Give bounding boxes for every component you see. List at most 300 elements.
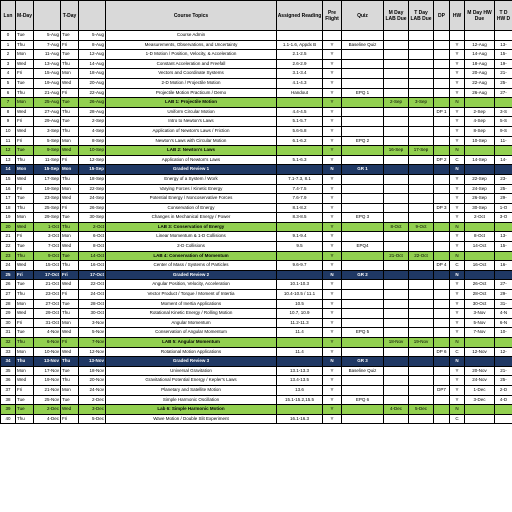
cell-topic: Potential Energy / Noncoservative Forces bbox=[106, 194, 277, 204]
cell-t-date: 10-Sep bbox=[79, 146, 106, 156]
cell-topic: Varying Forces / Kinetic Energy bbox=[106, 184, 277, 194]
cell-m-day: Mon bbox=[16, 50, 34, 60]
cell-m-day: Mon bbox=[16, 366, 34, 376]
cell-hw: N bbox=[450, 251, 465, 261]
cell-t-day: Thu bbox=[61, 309, 79, 319]
cell-t-hw-due: 29- bbox=[495, 290, 512, 300]
cell-dp bbox=[434, 40, 450, 50]
cell-m-day: Thu bbox=[16, 155, 34, 165]
cell-quiz bbox=[342, 405, 384, 415]
header-row bbox=[1, 1, 512, 31]
cell-t-day: Mon bbox=[61, 69, 79, 79]
cell-m-hw-due bbox=[465, 165, 495, 175]
cell-reading: 9.5 bbox=[277, 242, 323, 252]
cell-t-hw-due: 9-S bbox=[495, 126, 512, 136]
cell-m-date: 19-Sep bbox=[34, 184, 61, 194]
cell-lsn: 16 bbox=[1, 184, 16, 194]
cell-quiz bbox=[342, 232, 384, 242]
header-m-day-lab-due: M Day LAB Due bbox=[384, 1, 409, 31]
cell-hw: Y bbox=[450, 59, 465, 69]
cell-m-lab-due bbox=[384, 328, 409, 338]
cell-m-day: Wed bbox=[16, 261, 34, 271]
cell-reading bbox=[277, 31, 323, 41]
cell-m-date: 17-Oct bbox=[34, 270, 61, 280]
cell-t-day: Fri bbox=[61, 414, 79, 424]
cell-t-day: Wed bbox=[61, 328, 79, 338]
table-row bbox=[1, 328, 512, 338]
cell-m-day: Fri bbox=[16, 184, 34, 194]
cell-topic: 2-D Collisions bbox=[106, 242, 277, 252]
cell-t-lab-due bbox=[409, 213, 434, 223]
cell-dp bbox=[434, 165, 450, 175]
cell-m-day: Thu bbox=[16, 357, 34, 367]
cell-t-hw-due: 4-D bbox=[495, 395, 512, 405]
cell-dp bbox=[434, 31, 450, 41]
cell-m-lab-due bbox=[384, 299, 409, 309]
table-row bbox=[1, 385, 512, 395]
cell-lsn: 31 bbox=[1, 328, 16, 338]
cell-lsn: 28 bbox=[1, 299, 16, 309]
cell-t-lab-due bbox=[409, 78, 434, 88]
cell-quiz bbox=[342, 251, 384, 261]
cell-t-hw-due bbox=[495, 222, 512, 232]
cell-m-day: Fri bbox=[16, 117, 34, 127]
cell-quiz: EPQ 3 bbox=[342, 213, 384, 223]
cell-t-date: 26-Aug bbox=[79, 98, 106, 108]
cell-m-date: 2-Dec bbox=[34, 405, 61, 415]
cell-m-day: Thu bbox=[16, 251, 34, 261]
cell-lsn: 36 bbox=[1, 376, 16, 386]
cell-quiz bbox=[342, 261, 384, 271]
cell-m-hw-due: 12-Aug bbox=[465, 40, 495, 50]
cell-dp bbox=[434, 357, 450, 367]
cell-reading: 15.1-15.2,15.5 bbox=[277, 395, 323, 405]
cell-m-day: Thu bbox=[16, 88, 34, 98]
cell-topic: Planetary and Satellite Motion bbox=[106, 385, 277, 395]
cell-t-hw-due bbox=[495, 338, 512, 348]
header-m-day-date bbox=[34, 1, 61, 31]
cell-dp bbox=[434, 117, 450, 127]
cell-m-lab-due: 18-Nov bbox=[384, 338, 409, 348]
cell-t-hw-due: 13- bbox=[495, 40, 512, 50]
cell-t-date: 30-Oct bbox=[79, 309, 106, 319]
cell-quiz bbox=[342, 318, 384, 328]
cell-topic: Projectile Motion Practicum / Demo bbox=[106, 88, 277, 98]
cell-m-date: 4-Nov bbox=[34, 328, 61, 338]
cell-t-lab-due: 19-Nov bbox=[409, 338, 434, 348]
cell-lsn: 24 bbox=[1, 261, 16, 271]
cell-quiz bbox=[342, 146, 384, 156]
cell-t-lab-due bbox=[409, 242, 434, 252]
cell-m-lab-due bbox=[384, 194, 409, 204]
cell-t-day: Mon bbox=[61, 165, 79, 175]
cell-m-hw-due: 26-Aug bbox=[465, 88, 495, 98]
cell-m-hw-due: 24-Sep bbox=[465, 184, 495, 194]
cell-preflight: Y bbox=[323, 405, 342, 415]
cell-topic: Application of Newton's Laws / Friction bbox=[106, 126, 277, 136]
cell-m-day: Mon bbox=[16, 299, 34, 309]
cell-reading: 2.1-2.5 bbox=[277, 50, 323, 60]
cell-dp bbox=[434, 146, 450, 156]
cell-reading: 8.3-8.5 bbox=[277, 213, 323, 223]
cell-reading: 13.4-13.5 bbox=[277, 376, 323, 386]
cell-t-day: Fri bbox=[61, 290, 79, 300]
cell-quiz: EPQ 2 bbox=[342, 136, 384, 146]
cell-reading bbox=[277, 222, 323, 232]
cell-reading: 11.4 bbox=[277, 328, 323, 338]
cell-topic: Measurements, Observations, and Uncertainty bbox=[106, 40, 277, 50]
cell-m-hw-due: 10-Sep bbox=[465, 136, 495, 146]
header-t-day-hw-due: T D HW D bbox=[495, 1, 512, 31]
cell-t-day: Thu bbox=[61, 174, 79, 184]
table-header bbox=[1, 1, 512, 31]
cell-m-day: Mon bbox=[16, 347, 34, 357]
cell-preflight: Y bbox=[323, 318, 342, 328]
cell-m-date: 5-Aug bbox=[34, 31, 61, 41]
cell-m-day: Fri bbox=[16, 232, 34, 242]
cell-reading: 5.6-5.8 bbox=[277, 126, 323, 136]
cell-t-hw-due bbox=[495, 270, 512, 280]
cell-t-date: 4-Sep bbox=[79, 126, 106, 136]
cell-hw: N bbox=[450, 146, 465, 156]
cell-t-date: 2-Oct bbox=[79, 222, 106, 232]
cell-quiz: Baseline Quiz bbox=[342, 40, 384, 50]
cell-reading: Handout bbox=[277, 88, 323, 98]
cell-hw: Y bbox=[450, 280, 465, 290]
cell-preflight: Y bbox=[323, 69, 342, 79]
table-row bbox=[1, 376, 512, 386]
cell-t-lab-due: 17-Sep bbox=[409, 146, 434, 156]
cell-m-day: Fri bbox=[16, 270, 34, 280]
cell-hw: C bbox=[450, 261, 465, 271]
cell-preflight: Y bbox=[323, 146, 342, 156]
cell-t-hw-due: 21- bbox=[495, 366, 512, 376]
cell-quiz bbox=[342, 338, 384, 348]
cell-t-lab-due bbox=[409, 414, 434, 424]
header-m-day-hw-due: M Day HW Due bbox=[465, 1, 495, 31]
cell-m-date: 25-Nov bbox=[34, 395, 61, 405]
cell-t-date: 24-Sep bbox=[79, 194, 106, 204]
cell-quiz bbox=[342, 290, 384, 300]
cell-t-date: 12-Sep bbox=[79, 155, 106, 165]
cell-quiz bbox=[342, 98, 384, 108]
cell-reading bbox=[277, 165, 323, 175]
cell-preflight: Y bbox=[323, 395, 342, 405]
cell-m-day: Tue bbox=[16, 280, 34, 290]
cell-t-lab-due bbox=[409, 117, 434, 127]
cell-preflight: N bbox=[323, 270, 342, 280]
header-hw: HW bbox=[450, 1, 465, 31]
table-row bbox=[1, 59, 512, 69]
cell-m-hw-due: 28-Oct bbox=[465, 290, 495, 300]
cell-t-date: 5-Dec bbox=[79, 414, 106, 424]
cell-t-hw-due: 29- bbox=[495, 194, 512, 204]
cell-m-hw-due: 8-Sep bbox=[465, 126, 495, 136]
cell-t-day: Wed bbox=[61, 194, 79, 204]
cell-topic: LAB 2: Newton's Laws bbox=[106, 146, 277, 156]
cell-t-hw-due: 27- bbox=[495, 88, 512, 98]
cell-dp bbox=[434, 328, 450, 338]
cell-quiz: EPQ 5 bbox=[342, 328, 384, 338]
cell-dp bbox=[434, 251, 450, 261]
cell-preflight: Y bbox=[323, 366, 342, 376]
cell-t-lab-due bbox=[409, 366, 434, 376]
cell-m-lab-due bbox=[384, 155, 409, 165]
cell-preflight: Y bbox=[323, 50, 342, 60]
cell-lsn: 18 bbox=[1, 203, 16, 213]
cell-dp bbox=[434, 338, 450, 348]
cell-m-day: Thu bbox=[16, 40, 34, 50]
cell-topic: Gravitational Potential Energy / Kepler's Laws bbox=[106, 376, 277, 386]
cell-m-day: Wed bbox=[16, 174, 34, 184]
cell-hw: Y bbox=[450, 126, 465, 136]
cell-m-hw-due: 1-Dec bbox=[465, 385, 495, 395]
table-row bbox=[1, 251, 512, 261]
cell-t-hw-due: 1-O bbox=[495, 203, 512, 213]
cell-hw: Y bbox=[450, 328, 465, 338]
cell-m-hw-due: 5-Nov bbox=[465, 318, 495, 328]
cell-topic: 1-D Motion / Position, Velocity, & Acceleration bbox=[106, 50, 277, 60]
cell-t-hw-due bbox=[495, 98, 512, 108]
cell-t-hw-due: 21- bbox=[495, 69, 512, 79]
table-row bbox=[1, 203, 512, 213]
cell-topic: Conservation of Angular Momentum bbox=[106, 328, 277, 338]
cell-t-hw-due bbox=[495, 165, 512, 175]
cell-hw: Y bbox=[450, 88, 465, 98]
cell-quiz bbox=[342, 194, 384, 204]
cell-hw: Y bbox=[450, 174, 465, 184]
cell-t-day: Mon bbox=[61, 232, 79, 242]
cell-t-date: 15-Sep bbox=[79, 165, 106, 175]
cell-t-lab-due bbox=[409, 395, 434, 405]
cell-m-date: 4-Dec bbox=[34, 414, 61, 424]
cell-hw: Y bbox=[450, 184, 465, 194]
cell-preflight: Y bbox=[323, 213, 342, 223]
cell-m-hw-due bbox=[465, 338, 495, 348]
cell-quiz bbox=[342, 385, 384, 395]
cell-m-date: 31-Oct bbox=[34, 318, 61, 328]
cell-t-date: 16-Oct bbox=[79, 261, 106, 271]
cell-reading: 9.1-9.4 bbox=[277, 232, 323, 242]
cell-dp bbox=[434, 136, 450, 146]
cell-hw: Y bbox=[450, 50, 465, 60]
cell-preflight: Y bbox=[323, 251, 342, 261]
cell-t-day: Tue bbox=[61, 117, 79, 127]
cell-quiz bbox=[342, 414, 384, 424]
cell-quiz bbox=[342, 347, 384, 357]
cell-t-date: 28-Aug bbox=[79, 107, 106, 117]
cell-topic: Angular Momentum bbox=[106, 318, 277, 328]
cell-m-date: 11-Sep bbox=[34, 155, 61, 165]
cell-preflight: Y bbox=[323, 117, 342, 127]
cell-m-day: Tue bbox=[16, 395, 34, 405]
cell-topic: Linear Momentum & 1-D Collisions bbox=[106, 232, 277, 242]
table-row bbox=[1, 299, 512, 309]
cell-topic: Uniform Circular Motion bbox=[106, 107, 277, 117]
cell-m-lab-due bbox=[384, 117, 409, 127]
cell-hw: Y bbox=[450, 290, 465, 300]
cell-t-day: Tue bbox=[61, 395, 79, 405]
cell-reading: 4.1-4.3 bbox=[277, 78, 323, 88]
cell-m-date: 25-Sep bbox=[34, 203, 61, 213]
cell-m-day: Wed bbox=[16, 126, 34, 136]
cell-t-lab-due bbox=[409, 280, 434, 290]
cell-t-day: Thu bbox=[61, 261, 79, 271]
cell-lsn: 11 bbox=[1, 136, 16, 146]
cell-lsn: 4 bbox=[1, 69, 16, 79]
cell-t-hw-due bbox=[495, 405, 512, 415]
cell-topic: Rotational Kinetic Energy / Rolling Motion bbox=[106, 309, 277, 319]
table-row bbox=[1, 146, 512, 156]
cell-dp bbox=[434, 366, 450, 376]
cell-topic: Lab 6: Simple Harmonic Motion bbox=[106, 405, 277, 415]
cell-topic: Energy of a System / Work bbox=[106, 174, 277, 184]
cell-t-day: Fri bbox=[61, 203, 79, 213]
cell-m-lab-due bbox=[384, 31, 409, 41]
table-row bbox=[1, 347, 512, 357]
cell-m-hw-due: 12-Nov bbox=[465, 347, 495, 357]
cell-lsn: 9 bbox=[1, 117, 16, 127]
cell-m-date: 9-Oct bbox=[34, 251, 61, 261]
cell-t-day: Thu bbox=[61, 376, 79, 386]
cell-reading: 8.1-8.2 bbox=[277, 203, 323, 213]
cell-dp: DP 6 bbox=[434, 347, 450, 357]
cell-topic: Graded Review 3 bbox=[106, 357, 277, 367]
cell-m-date: 29-Oct bbox=[34, 309, 61, 319]
cell-lsn: 5 bbox=[1, 78, 16, 88]
cell-quiz bbox=[342, 126, 384, 136]
cell-hw: N bbox=[450, 405, 465, 415]
cell-preflight: Y bbox=[323, 203, 342, 213]
cell-topic: Constant Acceleration and Freefall bbox=[106, 59, 277, 69]
cell-topic: Conservation of Energy bbox=[106, 203, 277, 213]
cell-lsn: 35 bbox=[1, 366, 16, 376]
cell-m-date: 6-Nov bbox=[34, 338, 61, 348]
cell-m-hw-due: 18-Aug bbox=[465, 59, 495, 69]
cell-preflight: Y bbox=[323, 174, 342, 184]
cell-topic: Newton's Laws with Circular Motion bbox=[106, 136, 277, 146]
cell-lsn: 7 bbox=[1, 98, 16, 108]
cell-m-hw-due: 24-Nov bbox=[465, 376, 495, 386]
cell-lsn: 19 bbox=[1, 213, 16, 223]
cell-t-lab-due bbox=[409, 69, 434, 79]
cell-preflight: Y bbox=[323, 338, 342, 348]
cell-m-day: Tue bbox=[16, 31, 34, 41]
cell-m-day: Mon bbox=[16, 165, 34, 175]
cell-hw: Y bbox=[450, 117, 465, 127]
cell-preflight: Y bbox=[323, 232, 342, 242]
cell-reading: 13.1-13.3 bbox=[277, 366, 323, 376]
cell-m-lab-due bbox=[384, 69, 409, 79]
cell-t-day: Wed bbox=[61, 280, 79, 290]
cell-m-day: Wed bbox=[16, 59, 34, 69]
cell-lsn: 29 bbox=[1, 309, 16, 319]
cell-m-hw-due bbox=[465, 146, 495, 156]
cell-m-date: 29-Sep bbox=[34, 213, 61, 223]
cell-t-day: Fri bbox=[61, 155, 79, 165]
cell-reading: 10.4-10.5 / 11.1 bbox=[277, 290, 323, 300]
table-row bbox=[1, 126, 512, 136]
cell-m-lab-due bbox=[384, 395, 409, 405]
cell-quiz bbox=[342, 309, 384, 319]
cell-quiz bbox=[342, 203, 384, 213]
cell-t-date: 5-Nov bbox=[79, 328, 106, 338]
cell-t-lab-due bbox=[409, 136, 434, 146]
header-assigned-reading: Assigned Reading bbox=[277, 1, 323, 31]
cell-hw: N bbox=[450, 338, 465, 348]
cell-preflight: N bbox=[323, 165, 342, 175]
cell-m-day: Fri bbox=[16, 69, 34, 79]
cell-t-lab-due bbox=[409, 385, 434, 395]
cell-m-lab-due: 8-Oct bbox=[384, 222, 409, 232]
table-row bbox=[1, 31, 512, 41]
cell-m-lab-due bbox=[384, 136, 409, 146]
cell-t-lab-due: 3-Sep bbox=[409, 98, 434, 108]
cell-t-day: Thu bbox=[61, 107, 79, 117]
cell-lsn: 15 bbox=[1, 174, 16, 184]
cell-topic: Vector Product / Torque / Moment of Intertia bbox=[106, 290, 277, 300]
cell-preflight: Y bbox=[323, 78, 342, 88]
cell-m-date: 17-Nov bbox=[34, 366, 61, 376]
cell-t-day: Fri bbox=[61, 270, 79, 280]
cell-reading: 4.4-4.5 bbox=[277, 107, 323, 117]
cell-preflight: Y bbox=[323, 261, 342, 271]
cell-hw: Y bbox=[450, 78, 465, 88]
cell-reading: 2.6-2.9 bbox=[277, 59, 323, 69]
cell-quiz bbox=[342, 155, 384, 165]
cell-m-hw-due: 2-Sep bbox=[465, 107, 495, 117]
cell-m-lab-due bbox=[384, 376, 409, 386]
cell-t-lab-due bbox=[409, 31, 434, 41]
cell-m-date: 21-Aug bbox=[34, 88, 61, 98]
cell-preflight: Y bbox=[323, 309, 342, 319]
cell-t-hw-due: 2-D bbox=[495, 385, 512, 395]
cell-quiz bbox=[342, 184, 384, 194]
cell-m-day: Fri bbox=[16, 318, 34, 328]
cell-lsn: 27 bbox=[1, 290, 16, 300]
cell-t-lab-due bbox=[409, 270, 434, 280]
cell-m-lab-due: 16-Sep bbox=[384, 146, 409, 156]
cell-hw: Y bbox=[450, 194, 465, 204]
cell-quiz: GR 3 bbox=[342, 357, 384, 367]
cell-m-day: Tue bbox=[16, 146, 34, 156]
cell-lsn: 10 bbox=[1, 126, 16, 136]
cell-m-day: Thu bbox=[16, 338, 34, 348]
cell-m-day: Tue bbox=[16, 242, 34, 252]
cell-m-lab-due bbox=[384, 385, 409, 395]
cell-t-hw-due: 5-S bbox=[495, 117, 512, 127]
cell-preflight: Y bbox=[323, 299, 342, 309]
cell-hw: Y bbox=[450, 136, 465, 146]
cell-lsn: 0 bbox=[1, 31, 16, 41]
cell-t-date: 18-Sep bbox=[79, 174, 106, 184]
cell-m-date: 19-Nov bbox=[34, 376, 61, 386]
cell-reading: 16.1-16.3 bbox=[277, 414, 323, 424]
cell-m-lab-due bbox=[384, 213, 409, 223]
cell-t-date: 20-Nov bbox=[79, 376, 106, 386]
cell-m-hw-due: 3-Dec bbox=[465, 395, 495, 405]
cell-dp bbox=[434, 405, 450, 415]
cell-t-date: 8-Aug bbox=[79, 40, 106, 50]
cell-topic: LAB 4: Conservation of Momentum bbox=[106, 251, 277, 261]
cell-quiz bbox=[342, 222, 384, 232]
header-lsn: Lsn bbox=[1, 1, 16, 31]
cell-hw: N bbox=[450, 222, 465, 232]
table-row bbox=[1, 184, 512, 194]
cell-lsn: 40 bbox=[1, 414, 16, 424]
cell-reading: 9.6-9.7 bbox=[277, 261, 323, 271]
cell-reading: 5.1-5.7 bbox=[277, 117, 323, 127]
